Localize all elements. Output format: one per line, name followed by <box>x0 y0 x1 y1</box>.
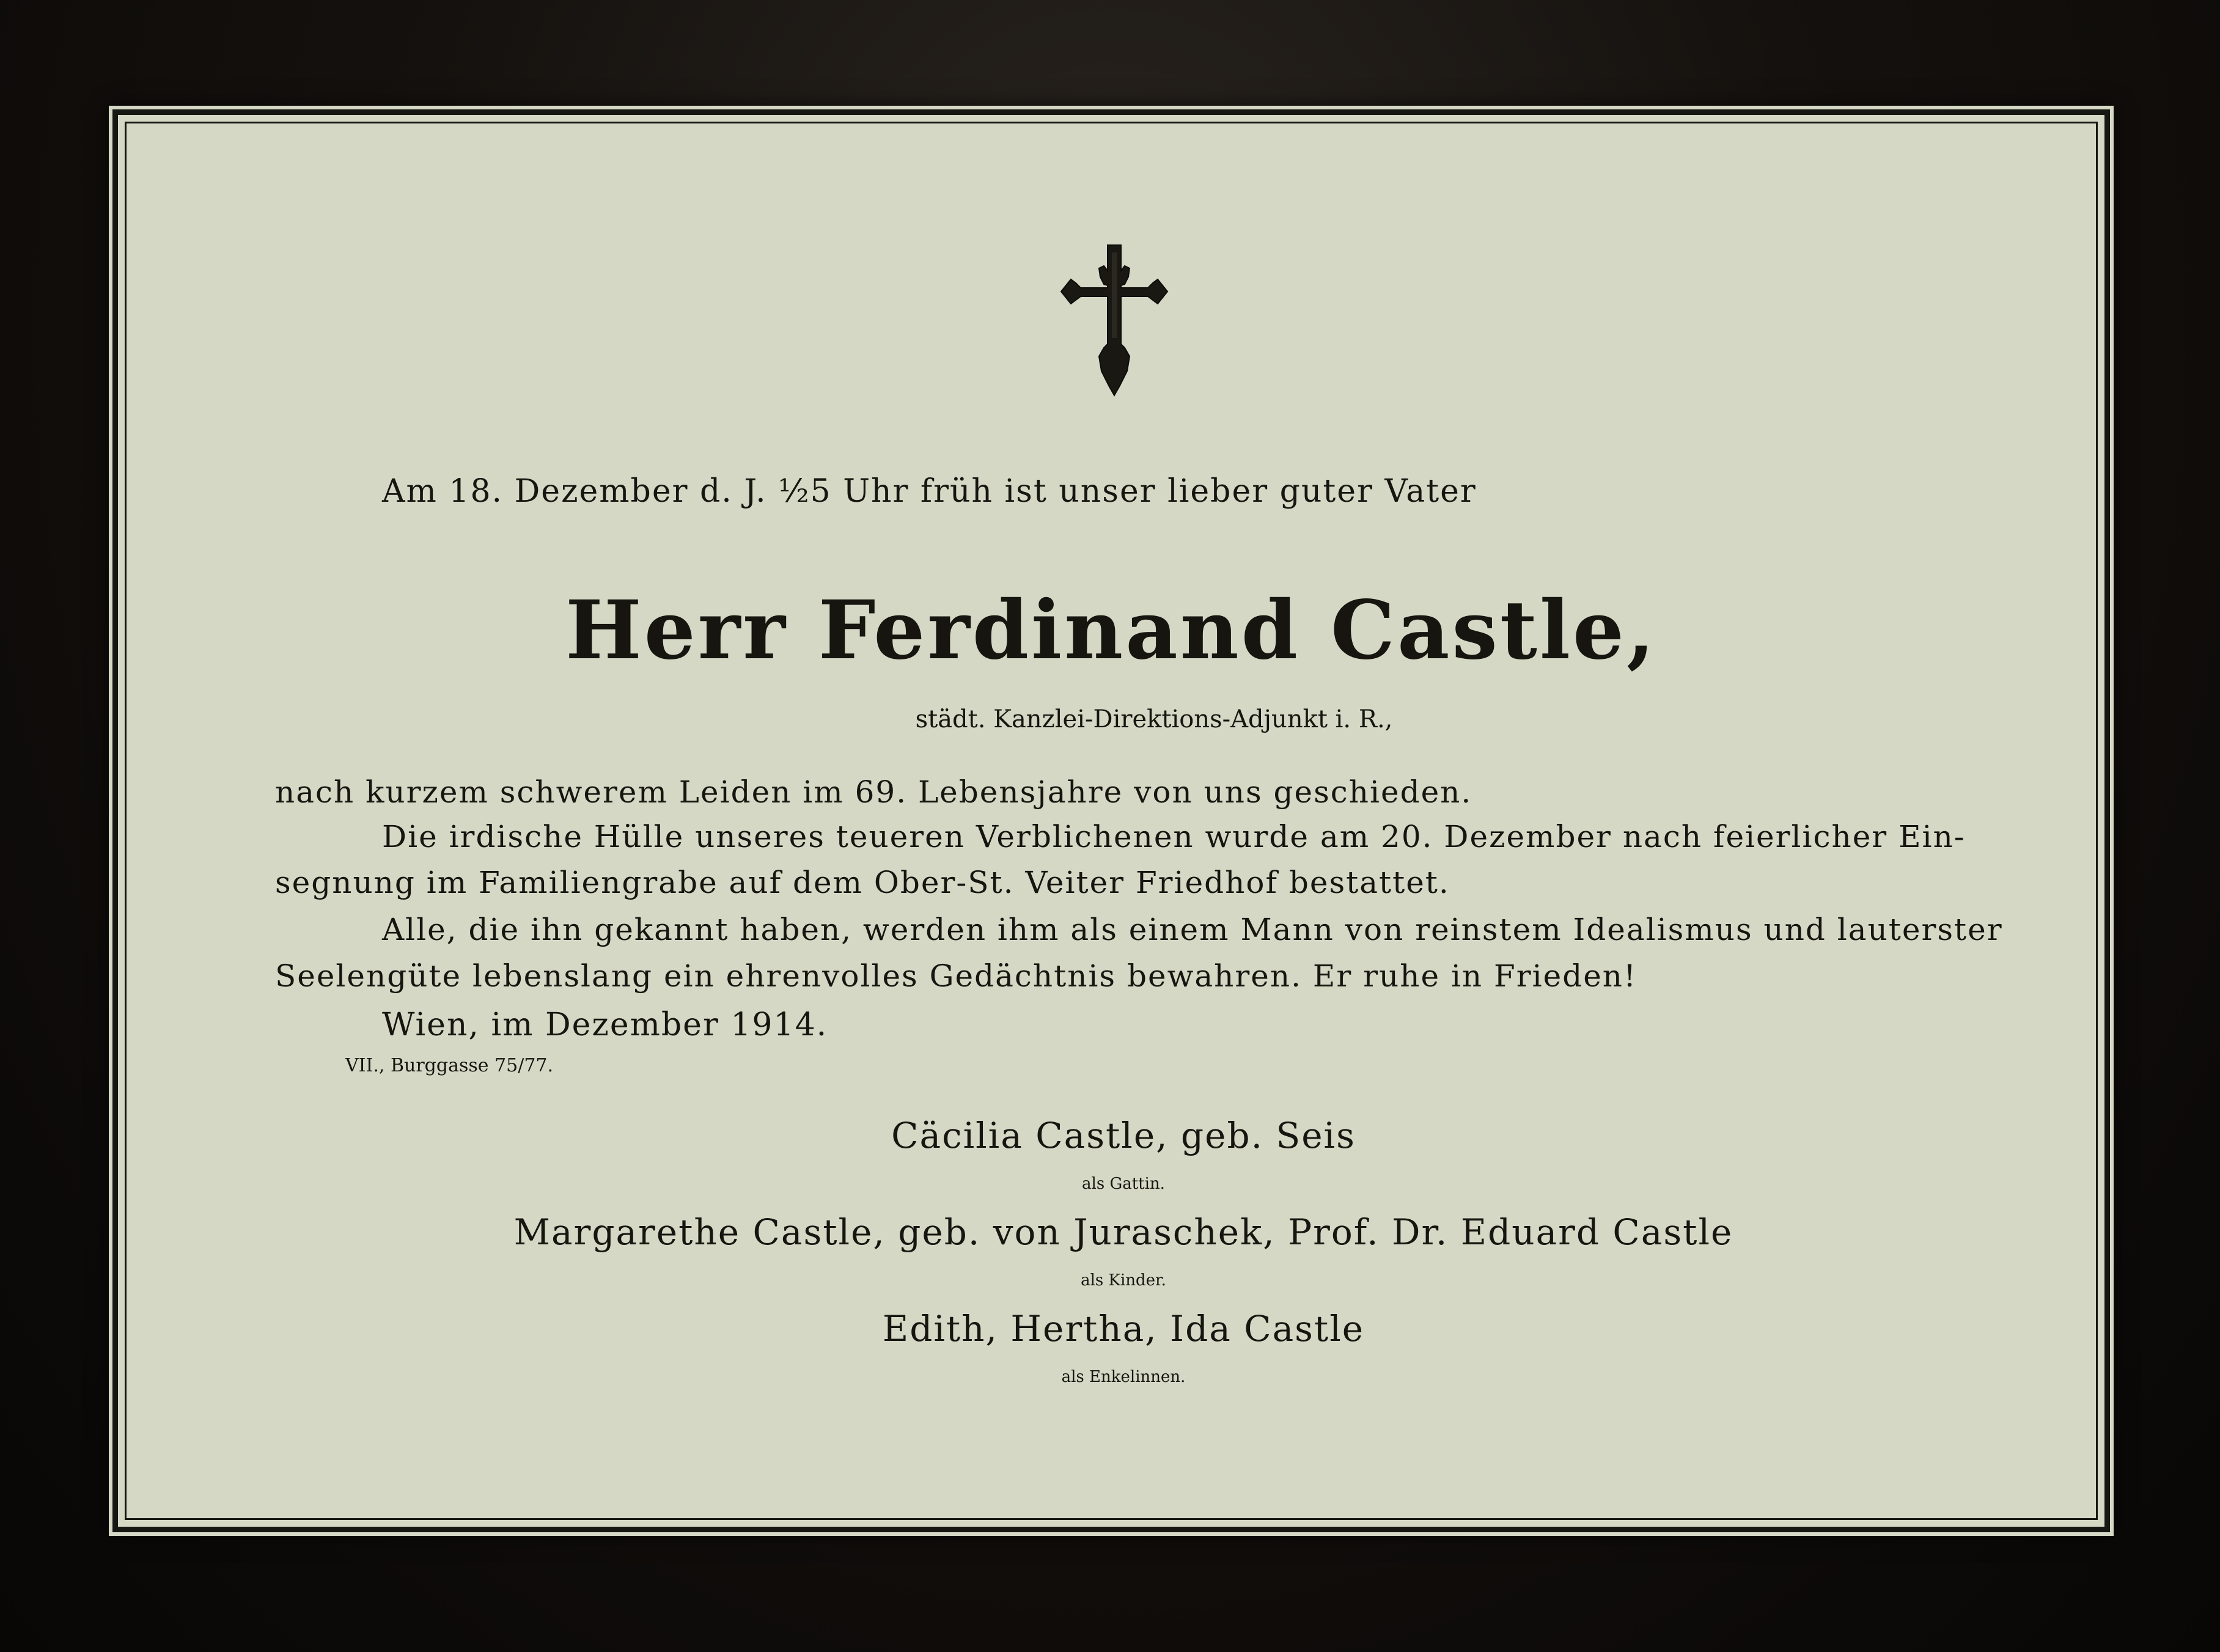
body-line-2: Die irdische Hülle unseres teueren Verblichenen wurde am 20. Dezember nach feierlicher Ein- <box>382 819 1966 854</box>
body-line-1: nach kurzem schwerem Leiden im 69. Lebensjahre von uns geschieden. <box>275 774 1472 810</box>
cross-icon <box>1056 240 1172 399</box>
card-content <box>127 123 2096 1518</box>
signatory-spouse-role: als Gattin. <box>1082 1175 1165 1193</box>
intro-line: Am 18. Dezember d. J. ½5 Uhr früh ist unser lieber guter Vater <box>382 473 1477 510</box>
signatory-children: Margarethe Castle, geb. von Juraschek, Prof. Dr. Eduard Castle <box>513 1211 1733 1253</box>
deceased-title: städt. Kanzlei-Direktions-Adjunkt i. R., <box>915 705 1393 733</box>
body-line-4: Alle, die ihn gekannt haben, werden ihm als einem Mann von reinstem Idealismus und lauterster <box>382 912 2003 947</box>
body-line-5: Seelengüte lebenslang ein ehrenvolles Gedächtnis bewahren. Er ruhe in Frieden! <box>275 958 1637 994</box>
signatory-spouse: Cäcilia Castle, geb. Seis <box>891 1115 1356 1156</box>
signatory-grandchildren-role: als Enkelinnen. <box>1061 1368 1186 1386</box>
place-date: Wien, im Dezember 1914. <box>382 1007 828 1043</box>
signatory-children-role: als Kinder. <box>1081 1271 1166 1290</box>
address: VII., Burggasse 75/77. <box>345 1055 554 1076</box>
obituary-card <box>109 106 2114 1536</box>
body-line-3: segnung im Familiengrabe auf dem Ober-St. Veiter Friedhof bestattet. <box>275 865 1450 900</box>
deceased-name: Herr Ferdinand Castle, <box>565 583 1657 678</box>
signatory-grandchildren: Edith, Hertha, Ida Castle <box>882 1308 1365 1349</box>
